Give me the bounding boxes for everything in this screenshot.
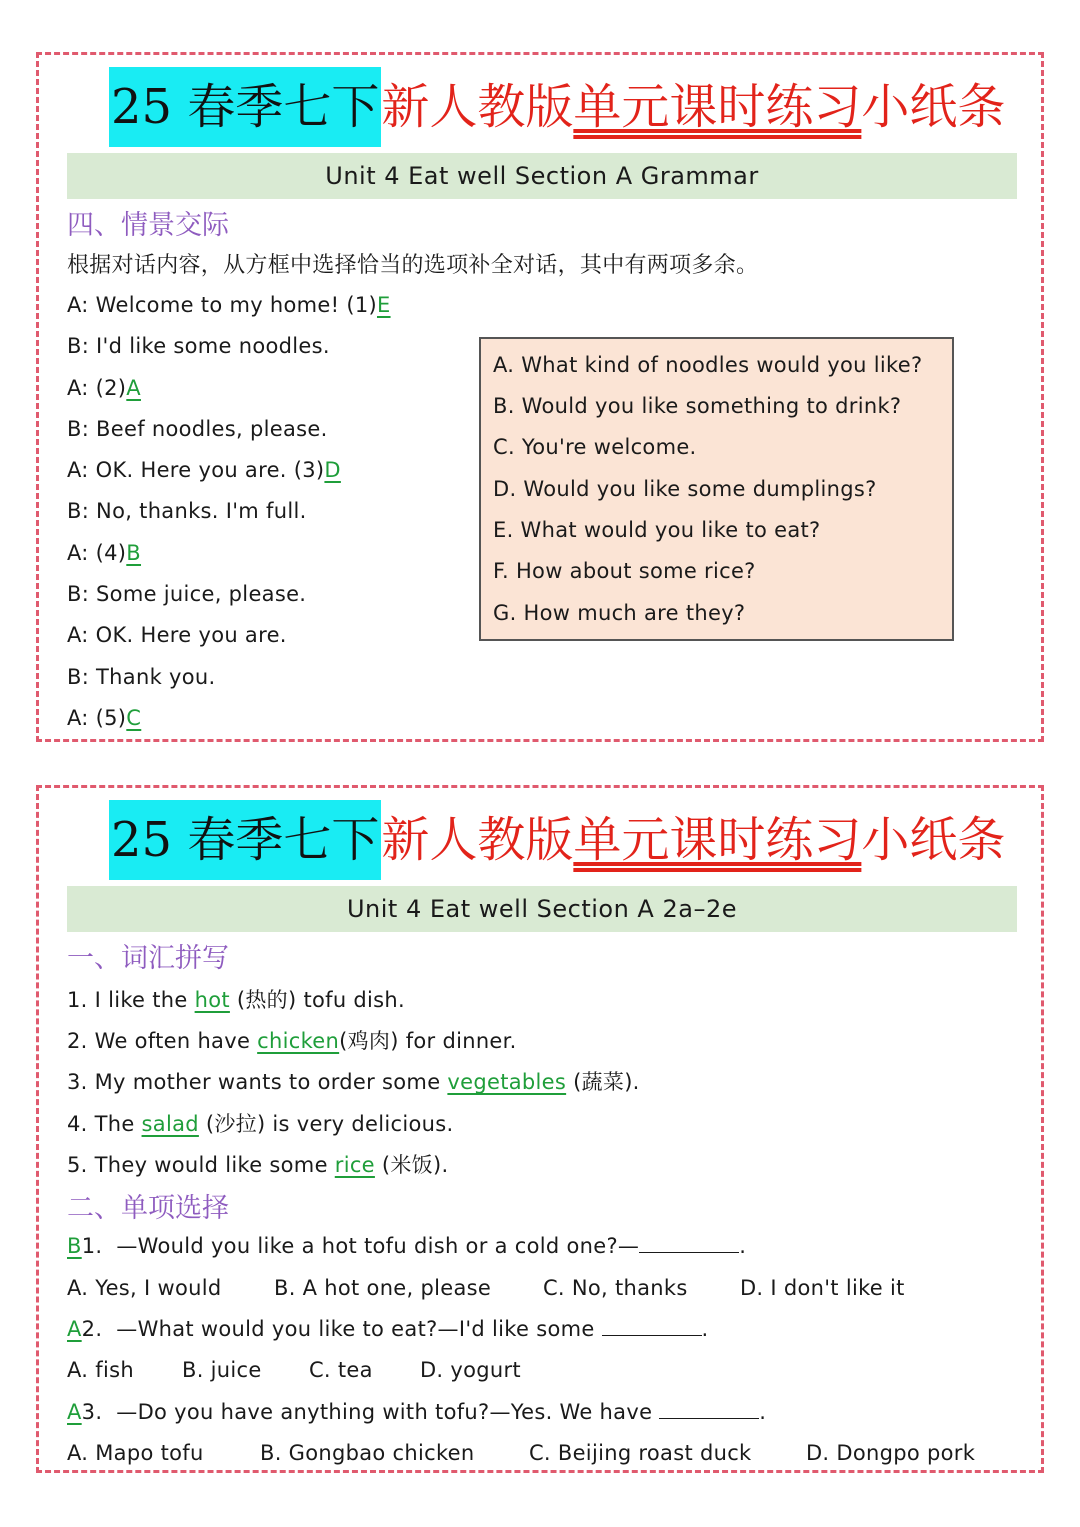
card-title: [109, 67, 1005, 147]
answer-mark: vegetables: [447, 1070, 567, 1094]
choice: A. fish: [67, 1358, 134, 1382]
worksheet-card-2a-2e: [36, 785, 1044, 1473]
option-item: D. Would you like some dumplings?: [493, 477, 877, 501]
dialogue-line: A: (4)B: [67, 541, 142, 565]
option-item: F. How about some rice?: [493, 559, 756, 583]
choice: D. yogurt: [419, 1358, 521, 1382]
title-red: 新人教版: [381, 812, 574, 868]
option-item: E. What would you like to eat?: [493, 518, 821, 542]
section-head-vocab: 一、词汇拼写: [67, 943, 229, 974]
mc-question: B1. —Would you like a hot tofu dish or a cold one?— .: [67, 1234, 747, 1258]
answer-mark: B: [67, 1234, 82, 1258]
mc-choices: [67, 1441, 975, 1465]
answer-mark: C: [126, 706, 142, 730]
choice: B. A hot one, please: [273, 1276, 492, 1300]
answer-mark: D: [324, 458, 341, 482]
answer-mark: A: [67, 1400, 82, 1424]
option-item: B. Would you like something to drink?: [493, 394, 902, 418]
dialogue-line: B: I'd like some noodles.: [67, 334, 330, 358]
choice: D. I don't like it: [739, 1276, 905, 1300]
answer-blank: [639, 1234, 739, 1253]
choice: D. Dongpo pork: [805, 1441, 976, 1465]
title-red-underlined: 单元课时练习: [573, 812, 862, 868]
answer-mark: salad: [141, 1112, 199, 1136]
choice: A. Mapo tofu: [67, 1441, 204, 1465]
vocab-item: 5. They would like some rice (米饭).: [67, 1153, 449, 1177]
choice: C. No, thanks: [542, 1276, 688, 1300]
unit-banner: Unit 4 Eat well Section A 2a–2e: [67, 886, 1017, 932]
option-item: G. How much are they?: [493, 601, 746, 625]
section-head-situational: 四、情景交际: [67, 210, 229, 241]
vocab-item: 4. The salad (沙拉) is very delicious.: [67, 1112, 454, 1136]
choice: B. Gongbao chicken: [259, 1441, 475, 1465]
dialogue-line: A: (2)A: [67, 376, 141, 400]
answer-mark: E: [376, 293, 391, 317]
card-title: [109, 800, 1005, 880]
unit-banner: Unit 4 Eat well Section A Grammar: [67, 153, 1017, 199]
instruction-text: 根据对话内容，从方框中选择恰当的选项补全对话，其中有两项多余。: [67, 253, 759, 278]
answer-mark: hot: [194, 988, 230, 1012]
title-highlight: 25 春季七下: [109, 800, 381, 880]
mc-question: A2. —What would you like to eat?—I'd like some .: [67, 1317, 709, 1341]
mc-choices: [67, 1276, 905, 1300]
choice: B. juice: [181, 1358, 262, 1382]
vocab-item: 3. My mother wants to order some vegetables (蔬菜).: [67, 1070, 640, 1094]
answer-mark: B: [126, 541, 142, 565]
dialogue-line: A: OK. Here you are. (3)D: [67, 458, 341, 482]
title-red-end: 小纸条: [861, 79, 1006, 135]
title-red-end: 小纸条: [861, 812, 1006, 868]
answer-blank: [659, 1400, 759, 1419]
mc-question: A3. —Do you have anything with tofu?—Yes. We have .: [67, 1400, 767, 1424]
vocab-item: 2. We often have chicken(鸡肉) for dinner.: [67, 1029, 517, 1053]
option-item: C. You're welcome.: [493, 435, 697, 459]
dialogue-line: A: OK. Here you are.: [67, 623, 287, 647]
choice: C. tea: [308, 1358, 373, 1382]
title-red: 新人教版: [381, 79, 574, 135]
dialogue-line: B: Thank you.: [67, 665, 216, 689]
worksheet-card-grammar: [36, 52, 1044, 742]
answer-blank: [602, 1317, 702, 1336]
dialogue-line: A: Welcome to my home! (1)E: [67, 293, 391, 317]
answer-mark: A: [126, 376, 141, 400]
answer-mark: A: [67, 1317, 82, 1341]
dialogue-line: B: Beef noodles, please.: [67, 417, 328, 441]
dialogue-line: B: Some juice, please.: [67, 582, 307, 606]
title-red-underlined: 单元课时练习: [573, 79, 862, 135]
answer-mark: rice: [334, 1153, 375, 1177]
section-head-multiple-choice: 二、单项选择: [67, 1193, 229, 1224]
title-highlight: 25 春季七下: [109, 67, 381, 147]
vocab-item: 1. I like the hot (热的) tofu dish.: [67, 988, 405, 1012]
choice: C. Beijing roast duck: [528, 1441, 752, 1465]
choice: A. Yes, I would: [67, 1276, 222, 1300]
option-item: A. What kind of noodles would you like?: [493, 353, 923, 377]
dialogue-line: B: No, thanks. I'm full.: [67, 499, 307, 523]
mc-choices: [67, 1358, 521, 1382]
options-box: [479, 337, 954, 641]
answer-mark: chicken: [257, 1029, 340, 1053]
dialogue-line: A: (5)C: [67, 706, 142, 730]
